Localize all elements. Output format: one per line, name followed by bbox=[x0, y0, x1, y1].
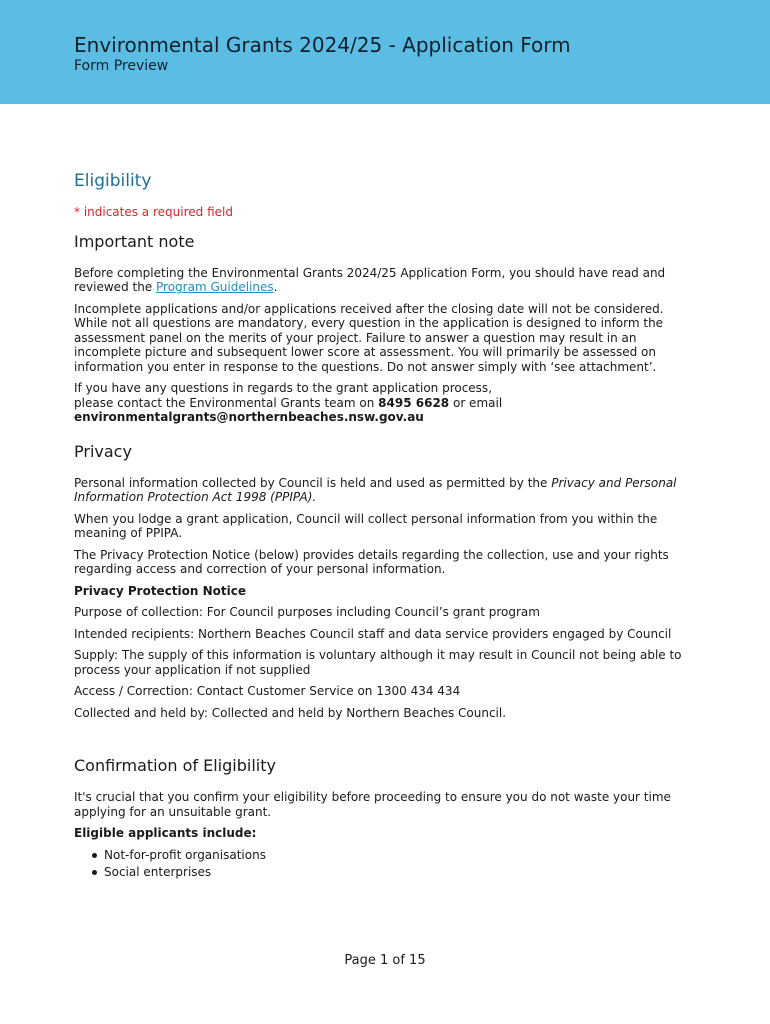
p1-end: . bbox=[273, 280, 278, 294]
p3-line2-end: or email bbox=[449, 395, 503, 410]
important-note-paragraph-2: Incomplete applications and/or applications received after the closing date will not be considered. While not all questions are mandatory, every question in the application is designed to inform the assessment panel on the merits of your project. Failure to answer a question may result in an incomplete picture and subsequent lower score at assessment. You will primarily be assessed on information you enter in response to the questions. Do not answer simply with ‘see attachment’. bbox=[74, 301, 664, 374]
supply-info: Supply: The supply of this information is voluntary although it may result in Council not being able to process your application if not supplied bbox=[74, 648, 682, 677]
eligible-applicants-heading-text: Eligible applicants include: bbox=[74, 826, 257, 840]
collected-held-by: Collected and held by: Collected and held by Northern Beaches Council. bbox=[74, 705, 507, 720]
eligible-applicants-list bbox=[74, 848, 684, 880]
privacy-notice-heading-text: Privacy Protection Notice bbox=[74, 583, 247, 598]
purpose-of-collection: Purpose of collection: For Council purposes including Council’s grant program bbox=[74, 605, 540, 619]
section-title: Eligibility bbox=[74, 171, 152, 191]
privacy-paragraph-2: When you lodge a grant application, Council will collect personal information from you within the meaning of PPIPA. bbox=[74, 511, 658, 540]
list-item: Not-for-profit organisations bbox=[74, 848, 684, 863]
important-note-paragraph-1 bbox=[74, 266, 684, 295]
p1-text: Before completing the Environmental Grants 2024/25 Application Form, you should have read and reviewed the bbox=[74, 265, 666, 294]
phone-number: 8495 6628 bbox=[378, 395, 450, 410]
contact-email: environmentalgrants@northernbeaches.nsw.gov.au bbox=[74, 410, 424, 424]
important-note-paragraph-3 bbox=[74, 381, 684, 425]
program-guidelines-link[interactable]: Program Guidelines bbox=[156, 280, 274, 294]
form-content bbox=[74, 170, 684, 883]
important-note-heading: Important note bbox=[74, 231, 195, 251]
privacy-notice-heading bbox=[74, 584, 684, 599]
privacy-paragraph-3: The Privacy Protection Notice (below) provides details regarding the collection, use and your rights regarding access and correction of your personal information. bbox=[74, 547, 669, 576]
privacy-heading: Privacy bbox=[74, 441, 132, 461]
form-title: Environmental Grants 2024/25 - Application Form bbox=[74, 33, 571, 57]
page-header bbox=[0, 0, 770, 104]
p3-line1: If you have any questions in regards to the grant application process, bbox=[74, 381, 493, 395]
eligible-applicants-heading bbox=[74, 826, 684, 841]
confirmation-paragraph: It's crucial that you confirm your eligibility before proceeding to ensure you do not waste your time applying for an unsuitable grant. bbox=[74, 790, 671, 819]
required-field-note: * indicates a required field bbox=[74, 205, 233, 219]
access-correction: Access / Correction: Contact Customer Service on 1300 434 434 bbox=[74, 684, 461, 698]
privacy-p1-text: Personal information collected by Council is held and used as permitted by the bbox=[74, 475, 552, 490]
confirmation-heading: Confirmation of Eligibility bbox=[74, 756, 276, 775]
page-number: Page 1 of 15 bbox=[344, 953, 426, 968]
p3-line2: please contact the Environmental Grants team on bbox=[74, 395, 379, 410]
intended-recipients: Intended recipients: Northern Beaches Council staff and data service providers engaged by Council bbox=[74, 626, 672, 641]
list-item: Social enterprises bbox=[74, 865, 684, 880]
ppipa-act-name: Privacy and Personal Information Protection Act 1998 (PPIPA). bbox=[74, 475, 677, 504]
privacy-paragraph-1 bbox=[74, 476, 684, 505]
form-subtitle: Form Preview bbox=[74, 58, 169, 74]
